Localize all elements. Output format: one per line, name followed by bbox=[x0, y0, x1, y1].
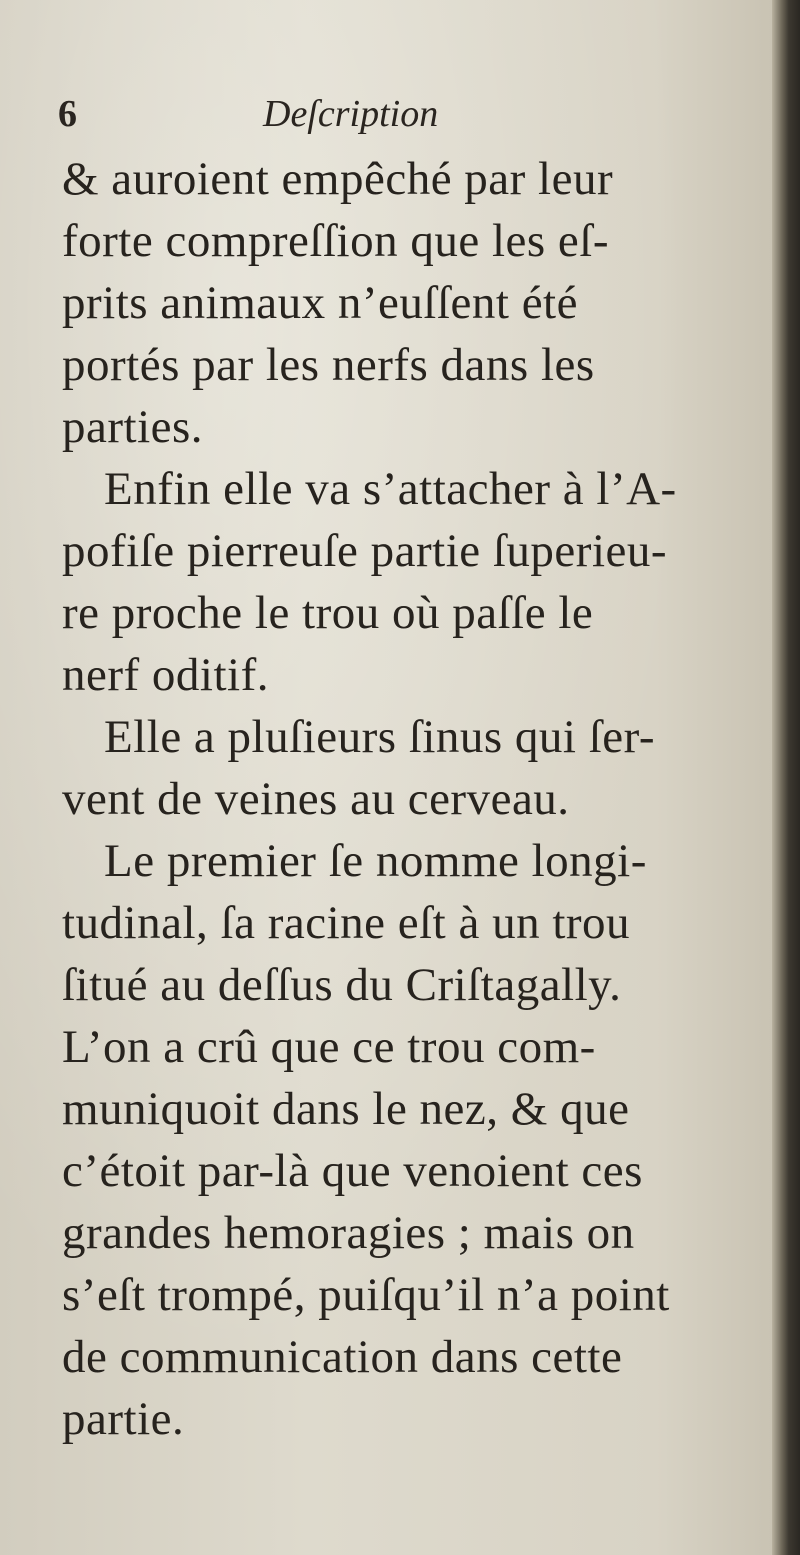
running-head bbox=[58, 92, 758, 142]
text-line: forte compreſſion que les eſ- bbox=[62, 215, 609, 267]
text-line: pofiſe pierreuſe partie ſuperieu- bbox=[62, 525, 668, 577]
text-line: s’eſt trompé, puiſqu’il n’a point bbox=[62, 1269, 670, 1321]
running-head-title: Deſcription bbox=[263, 93, 439, 135]
text-line: de communication dans cette bbox=[62, 1331, 623, 1383]
text-line: muniquoit dans le nez, & que bbox=[62, 1083, 630, 1135]
text-line: tudinal, ſa racine eſt à un trou bbox=[62, 897, 631, 949]
body-text bbox=[62, 148, 752, 1450]
text-line: ſitué au deſſus du Criſtagally. bbox=[62, 959, 622, 1011]
text-line: prits animaux n’euſſent été bbox=[62, 277, 578, 329]
page-binding-edge bbox=[772, 0, 800, 1555]
text-line: c’étoit par-là que venoient ces bbox=[62, 1145, 643, 1197]
text-line: nerf oditif. bbox=[62, 649, 269, 701]
text-line: partie. bbox=[62, 1393, 185, 1445]
text-line: re proche le trou où paſſe le bbox=[62, 587, 594, 639]
text-line: vent de veines au cerveau. bbox=[62, 773, 570, 825]
text-line: & auroient empêché par leur bbox=[62, 153, 614, 205]
paragraph-start-line: Elle a pluſieurs ſinus qui ſer- bbox=[104, 711, 656, 763]
paragraph-start-line: Le premier ſe nomme longi- bbox=[104, 835, 647, 887]
page-number: 6 bbox=[58, 93, 77, 135]
text-line: grandes hemoragies ; mais on bbox=[62, 1207, 635, 1259]
paragraph-start-line: Enfin elle va s’attacher à l’A- bbox=[104, 463, 677, 515]
text-line: parties. bbox=[62, 401, 204, 453]
text-line: portés par les nerfs dans les bbox=[62, 339, 595, 391]
text-line: L’on a crû que ce trou com- bbox=[62, 1021, 596, 1073]
